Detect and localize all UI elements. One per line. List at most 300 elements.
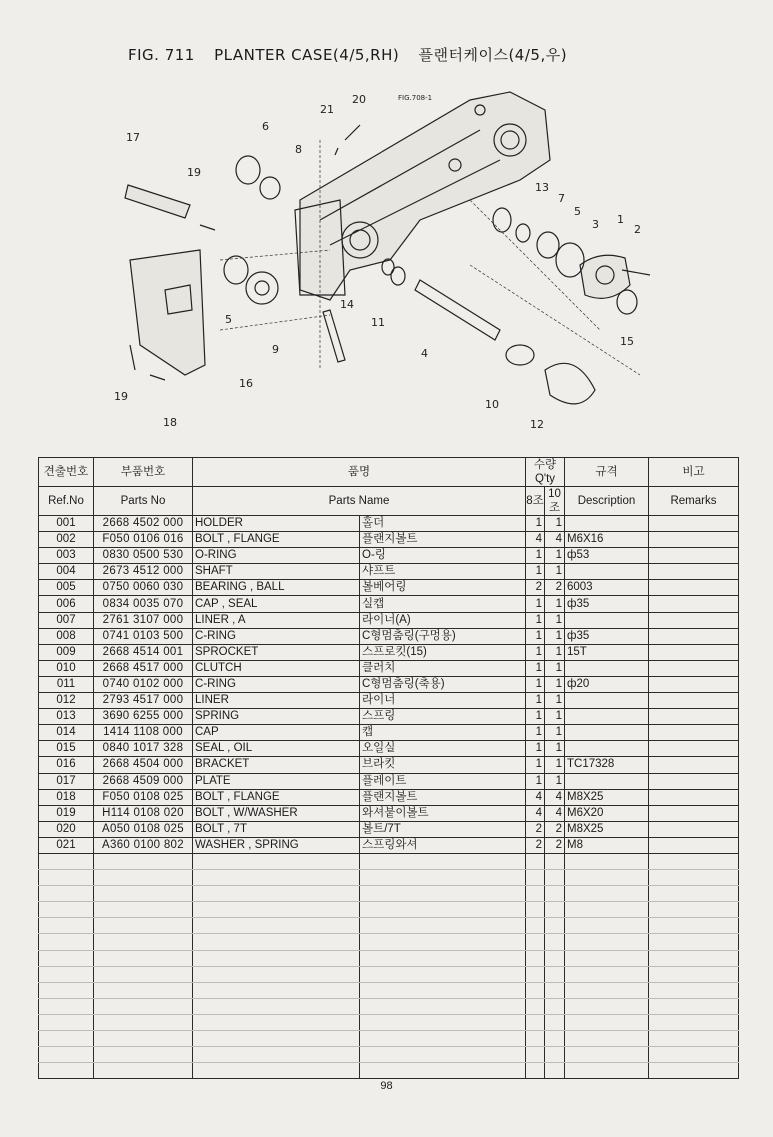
cell-q10: 2 (545, 837, 565, 853)
table-row (39, 676, 739, 692)
cell-ref: 013 (39, 709, 94, 725)
cell-pno: 2668 4509 000 (94, 773, 193, 789)
cell-rem (649, 709, 739, 725)
empty-cell (545, 870, 565, 886)
cell-rem (649, 644, 739, 660)
empty-cell (526, 1047, 545, 1063)
col-qty-kr: 수량Q'ty (526, 458, 565, 487)
cell-name-en: C-RING (193, 628, 360, 644)
cell-q8: 2 (526, 821, 545, 837)
cell-pno: 2668 4502 000 (94, 516, 193, 532)
empty-row (39, 1047, 739, 1063)
col-desc-kr: 규격 (565, 458, 649, 487)
empty-cell (39, 902, 94, 918)
cell-rem (649, 612, 739, 628)
empty-cell (360, 902, 526, 918)
empty-cell (545, 902, 565, 918)
empty-cell (39, 918, 94, 934)
cell-rem (649, 660, 739, 676)
col-rem-kr: 비고 (649, 458, 739, 487)
cell-pno: 0740 0102 000 (94, 676, 193, 692)
cell-q8: 1 (526, 709, 545, 725)
cell-rem (649, 821, 739, 837)
cell-name-kr: 볼베어링 (360, 580, 526, 596)
empty-cell (94, 1031, 193, 1047)
cell-desc: M8X25 (565, 821, 649, 837)
empty-cell (39, 934, 94, 950)
cell-q8: 2 (526, 837, 545, 853)
cell-q10: 1 (545, 644, 565, 660)
cell-pno: F050 0108 025 (94, 789, 193, 805)
empty-cell (193, 902, 360, 918)
cell-name-en: WASHER , SPRING (193, 837, 360, 853)
empty-cell (565, 853, 649, 869)
callout-17: 17 (126, 131, 140, 144)
callout-19b: 19 (114, 390, 128, 403)
table-row (39, 805, 739, 821)
empty-row (39, 1014, 739, 1030)
empty-cell (649, 1063, 739, 1079)
col-qty-8: 8조 (526, 487, 545, 516)
col-ref-kr: 견출번호 (39, 458, 94, 487)
page-title (128, 44, 581, 65)
callout-7: 7 (558, 192, 565, 205)
empty-cell (526, 1014, 545, 1030)
empty-cell (94, 934, 193, 950)
cell-q10: 1 (545, 757, 565, 773)
cell-desc (565, 564, 649, 580)
cell-rem (649, 532, 739, 548)
empty-cell (360, 998, 526, 1014)
cell-desc (565, 693, 649, 709)
cell-pno: 3690 6255 000 (94, 709, 193, 725)
empty-cell (649, 1014, 739, 1030)
cell-desc: 6003 (565, 580, 649, 596)
table-row (39, 660, 739, 676)
cell-name-en: SEAL , OIL (193, 741, 360, 757)
cell-pno: 2761 3107 000 (94, 612, 193, 628)
cell-rem (649, 693, 739, 709)
cell-name-kr: 라이너(A) (360, 612, 526, 628)
cell-name-kr: C형멈춤링(구멍용) (360, 628, 526, 644)
cell-name-kr: 플랜지볼트 (360, 789, 526, 805)
empty-cell (39, 1014, 94, 1030)
parts-list-table (38, 457, 739, 1079)
empty-cell (649, 966, 739, 982)
callout-19: 19 (187, 166, 201, 179)
empty-cell (649, 934, 739, 950)
cell-desc: ф20 (565, 676, 649, 692)
cell-q10: 1 (545, 660, 565, 676)
cell-rem (649, 725, 739, 741)
cell-pno: F050 0106 016 (94, 532, 193, 548)
empty-cell (526, 998, 545, 1014)
cell-q10: 1 (545, 612, 565, 628)
empty-cell (545, 1031, 565, 1047)
cell-desc: ф53 (565, 548, 649, 564)
cell-ref: 004 (39, 564, 94, 580)
cell-ref: 001 (39, 516, 94, 532)
cell-pno: 2668 4517 000 (94, 660, 193, 676)
cell-desc: M6X20 (565, 805, 649, 821)
empty-cell (649, 886, 739, 902)
cell-desc: M8 (565, 837, 649, 853)
cell-rem (649, 757, 739, 773)
cell-rem (649, 805, 739, 821)
cell-q8: 1 (526, 628, 545, 644)
empty-cell (649, 918, 739, 934)
empty-row (39, 982, 739, 998)
cell-name-en: BRACKET (193, 757, 360, 773)
empty-cell (526, 853, 545, 869)
cell-ref: 015 (39, 741, 94, 757)
cell-q10: 1 (545, 741, 565, 757)
empty-cell (545, 934, 565, 950)
empty-cell (39, 998, 94, 1014)
cell-name-kr: 볼트/7T (360, 821, 526, 837)
cell-q10: 4 (545, 805, 565, 821)
empty-cell (565, 998, 649, 1014)
empty-row (39, 902, 739, 918)
callout-15: 15 (620, 335, 634, 348)
cell-q8: 4 (526, 532, 545, 548)
cell-name-en: O-RING (193, 548, 360, 564)
empty-cell (545, 1047, 565, 1063)
cell-name-kr: 오일실 (360, 741, 526, 757)
callout-4: 4 (421, 347, 428, 360)
cell-q8: 4 (526, 805, 545, 821)
empty-cell (565, 1063, 649, 1079)
empty-cell (94, 966, 193, 982)
cell-ref: 008 (39, 628, 94, 644)
cell-name-kr: 클러치 (360, 660, 526, 676)
cell-q8: 1 (526, 644, 545, 660)
cell-q8: 1 (526, 757, 545, 773)
empty-row (39, 1031, 739, 1047)
cell-q10: 1 (545, 693, 565, 709)
cell-rem (649, 676, 739, 692)
empty-cell (545, 982, 565, 998)
cell-desc (565, 709, 649, 725)
callout-1: 1 (617, 213, 624, 226)
table-row (39, 789, 739, 805)
callout-3: 3 (592, 218, 599, 231)
empty-cell (526, 870, 545, 886)
cell-name-en: SPRING (193, 709, 360, 725)
col-pno-en: Parts No (94, 487, 193, 516)
cell-q10: 2 (545, 821, 565, 837)
empty-cell (193, 918, 360, 934)
table-row (39, 628, 739, 644)
cell-q10: 1 (545, 596, 565, 612)
empty-cell (565, 950, 649, 966)
empty-cell (545, 966, 565, 982)
callout-18: 18 (163, 416, 177, 429)
empty-row (39, 966, 739, 982)
empty-row (39, 950, 739, 966)
empty-cell (545, 1014, 565, 1030)
table-row (39, 837, 739, 853)
empty-row (39, 934, 739, 950)
cell-rem (649, 741, 739, 757)
table-row (39, 564, 739, 580)
empty-cell (565, 982, 649, 998)
cell-q8: 1 (526, 564, 545, 580)
cell-q8: 1 (526, 516, 545, 532)
cell-ref: 020 (39, 821, 94, 837)
empty-cell (39, 1047, 94, 1063)
cell-name-en: LINER , A (193, 612, 360, 628)
cell-name-en: HOLDER (193, 516, 360, 532)
cell-q10: 1 (545, 676, 565, 692)
cell-rem (649, 548, 739, 564)
cell-name-en: CAP , SEAL (193, 596, 360, 612)
cell-ref: 021 (39, 837, 94, 853)
empty-cell (193, 934, 360, 950)
cell-q8: 1 (526, 725, 545, 741)
empty-cell (545, 1063, 565, 1079)
cell-name-kr: 스프로킷(15) (360, 644, 526, 660)
empty-cell (39, 982, 94, 998)
empty-cell (94, 998, 193, 1014)
cell-q8: 1 (526, 741, 545, 757)
cell-q10: 1 (545, 564, 565, 580)
cell-q10: 1 (545, 516, 565, 532)
exploded-parts-diagram (0, 70, 773, 450)
empty-cell (360, 950, 526, 966)
col-rem-en: Remarks (649, 487, 739, 516)
empty-cell (360, 982, 526, 998)
cell-ref: 002 (39, 532, 94, 548)
empty-cell (94, 902, 193, 918)
callout-5: 5 (574, 205, 581, 218)
empty-cell (39, 870, 94, 886)
cell-name-kr: 샤프트 (360, 564, 526, 580)
col-name-kr: 품명 (193, 458, 526, 487)
cell-name-en: SHAFT (193, 564, 360, 580)
empty-row (39, 1063, 739, 1079)
empty-cell (193, 966, 360, 982)
cell-name-en: CLUTCH (193, 660, 360, 676)
cell-name-en: BEARING , BALL (193, 580, 360, 596)
empty-cell (649, 853, 739, 869)
cell-name-en: BOLT , 7T (193, 821, 360, 837)
callout-20: 20 (352, 93, 366, 106)
table-row (39, 612, 739, 628)
empty-cell (39, 886, 94, 902)
cell-q8: 2 (526, 580, 545, 596)
empty-cell (545, 918, 565, 934)
cell-pno: 1414 1108 000 (94, 725, 193, 741)
cell-q10: 1 (545, 709, 565, 725)
table-row (39, 773, 739, 789)
cell-ref: 012 (39, 693, 94, 709)
cell-desc (565, 773, 649, 789)
cell-ref: 016 (39, 757, 94, 773)
callout-9: 9 (272, 343, 279, 356)
empty-cell (193, 853, 360, 869)
empty-cell (39, 1063, 94, 1079)
cell-name-en: LINER (193, 693, 360, 709)
empty-cell (360, 966, 526, 982)
empty-cell (565, 966, 649, 982)
empty-cell (360, 1031, 526, 1047)
cell-name-kr: 스프링 (360, 709, 526, 725)
empty-cell (360, 870, 526, 886)
empty-cell (565, 902, 649, 918)
table-row (39, 693, 739, 709)
figure-reference-label: FIG.708-1 (398, 94, 433, 102)
empty-cell (545, 853, 565, 869)
callout-12: 12 (530, 418, 544, 431)
cell-q10: 2 (545, 580, 565, 596)
page-number: 98 (380, 1080, 393, 1092)
empty-cell (649, 1047, 739, 1063)
empty-cell (649, 870, 739, 886)
empty-cell (94, 982, 193, 998)
empty-cell (565, 886, 649, 902)
empty-cell (526, 1031, 545, 1047)
empty-cell (193, 950, 360, 966)
empty-cell (526, 902, 545, 918)
cell-q8: 1 (526, 773, 545, 789)
callout-2: 2 (634, 223, 641, 236)
cell-name-en: C-RING (193, 676, 360, 692)
empty-cell (649, 982, 739, 998)
diagram-linework (125, 92, 650, 404)
table-row (39, 596, 739, 612)
cell-rem (649, 628, 739, 644)
empty-cell (565, 918, 649, 934)
cell-name-kr: 브라킷 (360, 757, 526, 773)
table-row (39, 532, 739, 548)
table-row (39, 644, 739, 660)
callout-21: 21 (320, 103, 334, 116)
empty-row (39, 853, 739, 869)
cell-pno: 2668 4514 001 (94, 644, 193, 660)
cell-ref: 006 (39, 596, 94, 612)
cell-desc (565, 660, 649, 676)
cell-ref: 014 (39, 725, 94, 741)
empty-cell (526, 934, 545, 950)
callout-14: 14 (340, 298, 354, 311)
callout-10: 10 (485, 398, 499, 411)
cell-q8: 1 (526, 660, 545, 676)
empty-cell (545, 950, 565, 966)
cell-name-kr: O-링 (360, 548, 526, 564)
empty-cell (193, 982, 360, 998)
callout-5b: 5 (225, 313, 232, 326)
cell-pno: 0840 1017 328 (94, 741, 193, 757)
empty-cell (360, 1047, 526, 1063)
empty-cell (39, 950, 94, 966)
callout-6: 6 (262, 120, 269, 133)
empty-cell (526, 950, 545, 966)
empty-cell (193, 1014, 360, 1030)
col-pno-kr: 부품번호 (94, 458, 193, 487)
empty-cell (360, 1014, 526, 1030)
cell-desc (565, 612, 649, 628)
cell-rem (649, 837, 739, 853)
empty-cell (565, 870, 649, 886)
empty-cell (565, 1014, 649, 1030)
cell-desc (565, 725, 649, 741)
cell-desc: ф35 (565, 596, 649, 612)
empty-cell (649, 998, 739, 1014)
cell-q8: 1 (526, 612, 545, 628)
cell-name-kr: 실캡 (360, 596, 526, 612)
cell-pno: 0834 0035 070 (94, 596, 193, 612)
empty-cell (193, 886, 360, 902)
cell-rem (649, 580, 739, 596)
cell-q10: 1 (545, 725, 565, 741)
figure-number: FIG. 711 (128, 46, 195, 64)
title-korean: 플랜터케이스(4/5,우) (418, 46, 568, 64)
empty-cell (360, 934, 526, 950)
cell-pno: A360 0100 802 (94, 837, 193, 853)
title-english: PLANTER CASE(4/5,RH) (214, 46, 400, 64)
cell-ref: 007 (39, 612, 94, 628)
empty-cell (94, 918, 193, 934)
empty-cell (94, 853, 193, 869)
cell-pno: 0741 0103 500 (94, 628, 193, 644)
cell-desc: TC17328 (565, 757, 649, 773)
col-name-en: Parts Name (193, 487, 526, 516)
empty-row (39, 918, 739, 934)
cell-name-en: PLATE (193, 773, 360, 789)
cell-q10: 4 (545, 789, 565, 805)
table-row (39, 741, 739, 757)
cell-pno: A050 0108 025 (94, 821, 193, 837)
cell-rem (649, 773, 739, 789)
cell-name-en: BOLT , FLANGE (193, 789, 360, 805)
cell-desc: M8X25 (565, 789, 649, 805)
empty-cell (545, 998, 565, 1014)
empty-cell (526, 966, 545, 982)
empty-cell (526, 1063, 545, 1079)
empty-cell (94, 1014, 193, 1030)
table-row (39, 725, 739, 741)
cell-rem (649, 789, 739, 805)
cell-ref: 003 (39, 548, 94, 564)
cell-ref: 010 (39, 660, 94, 676)
cell-q10: 1 (545, 773, 565, 789)
callout-13: 13 (535, 181, 549, 194)
empty-cell (193, 998, 360, 1014)
cell-q10: 4 (545, 532, 565, 548)
empty-cell (565, 934, 649, 950)
parts-table-body (39, 516, 739, 1079)
empty-cell (94, 886, 193, 902)
cell-name-kr: 캡 (360, 725, 526, 741)
cell-q8: 1 (526, 676, 545, 692)
cell-ref: 019 (39, 805, 94, 821)
empty-cell (649, 950, 739, 966)
empty-cell (565, 1047, 649, 1063)
empty-row (39, 870, 739, 886)
cell-desc: ф35 (565, 628, 649, 644)
cell-rem (649, 516, 739, 532)
cell-name-en: BOLT , W/WASHER (193, 805, 360, 821)
cell-q10: 1 (545, 548, 565, 564)
callout-8: 8 (295, 143, 302, 156)
cell-q8: 4 (526, 789, 545, 805)
callout-11: 11 (371, 316, 385, 329)
empty-cell (94, 870, 193, 886)
table-row (39, 580, 739, 596)
empty-cell (565, 1031, 649, 1047)
cell-pno: 2673 4512 000 (94, 564, 193, 580)
